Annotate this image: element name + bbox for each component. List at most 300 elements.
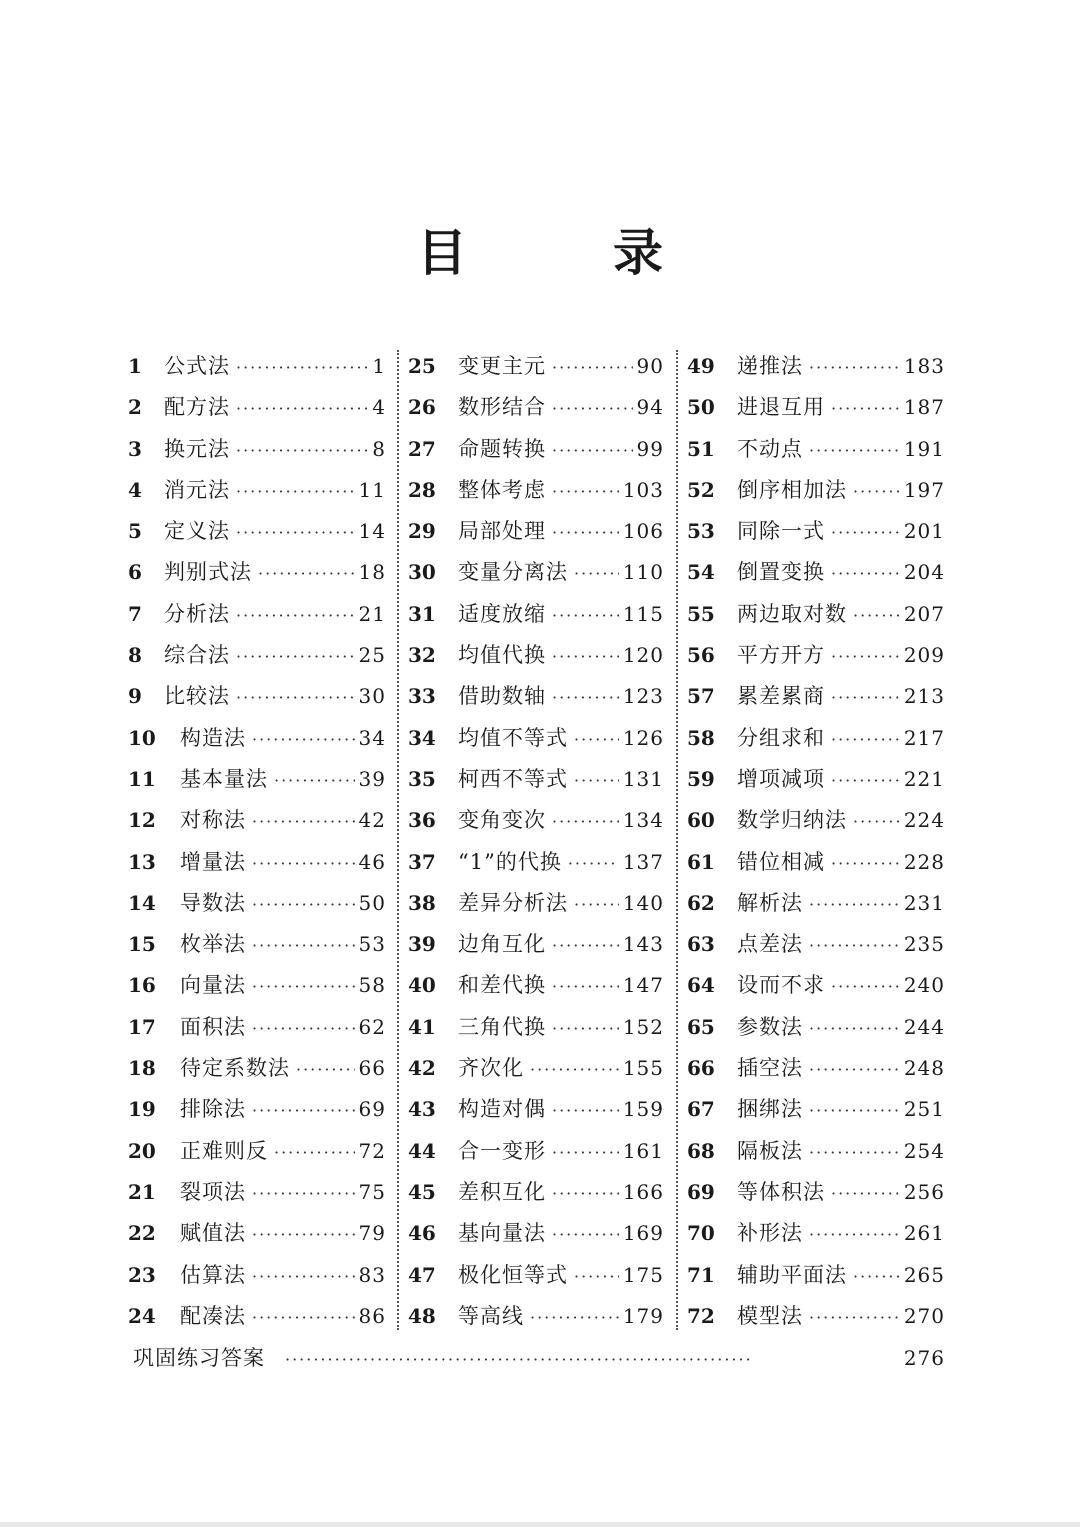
toc-entry-number: 31: [408, 601, 436, 626]
toc-entry[interactable]: [408, 759, 664, 800]
toc-entry-label: 插空法: [737, 1056, 803, 1081]
leader-dots: [552, 677, 619, 718]
toc-entry[interactable]: [687, 387, 945, 428]
toc-entry[interactable]: [128, 965, 386, 1006]
toc-entry[interactable]: [128, 842, 386, 883]
leader-dots: [809, 430, 900, 471]
toc-entry[interactable]: [408, 387, 664, 428]
toc-entry[interactable]: [687, 718, 945, 759]
toc-entry-label: “1”的代换: [458, 849, 562, 874]
leader-dots: [252, 884, 355, 925]
toc-entry-number: 7: [128, 601, 142, 626]
toc-entry-label: 估算法: [180, 1262, 246, 1287]
toc-entry-number: 12: [128, 808, 156, 833]
leader-dots: [530, 1297, 619, 1338]
toc-entry-label: 巩固练习答案: [133, 1346, 265, 1370]
toc-entry-label: 待定系数法: [180, 1056, 290, 1081]
toc-entry-page: 143: [622, 932, 664, 957]
leader-dots: [809, 1297, 900, 1338]
leader-dots: [574, 884, 619, 925]
toc-entry-label: 变量分离法: [458, 560, 568, 585]
toc-entry-label: 等高线: [458, 1303, 524, 1328]
toc-entry[interactable]: [128, 1007, 386, 1048]
leader-dots: [296, 1049, 355, 1090]
toc-entry-label: 枚举法: [180, 932, 246, 957]
leader-dots: [831, 512, 900, 553]
column-divider: [676, 350, 678, 1330]
toc-entry-label: 分析法: [164, 601, 230, 626]
leader-dots: [552, 430, 633, 471]
leader-dots: [252, 1297, 355, 1338]
toc-entry-number: 40: [408, 973, 436, 998]
toc-entry-label: 裂项法: [180, 1179, 246, 1204]
toc-entry[interactable]: [128, 635, 386, 676]
toc-entry-page: 131: [622, 766, 664, 791]
toc-entry[interactable]: [128, 1089, 386, 1130]
toc-entry[interactable]: [408, 635, 664, 676]
toc-entry-label: 增量法: [180, 849, 246, 874]
toc-entry-number: 32: [408, 643, 436, 668]
toc-entry[interactable]: [687, 552, 945, 593]
leader-dots: [831, 553, 900, 594]
leader-dots: [252, 1214, 355, 1255]
toc-entry-label: 倒置变换: [737, 560, 825, 585]
toc-entry-page: 140: [622, 890, 664, 915]
toc-entry-number: 17: [128, 1014, 156, 1039]
toc-entry-label: 设而不求: [737, 973, 825, 998]
toc-entry-label: 三角代换: [458, 1014, 546, 1039]
toc-entry-page: 179: [622, 1303, 664, 1328]
leader-dots: [552, 1008, 619, 1049]
leader-dots: [552, 1090, 619, 1131]
toc-entry-label: 差积互化: [458, 1179, 546, 1204]
toc-entry-label: 赋值法: [180, 1221, 246, 1246]
leader-dots: [274, 760, 355, 801]
toc-entry-label: 数形结合: [458, 395, 546, 420]
leader-dots: [236, 512, 355, 553]
toc-entry-label: 递推法: [737, 354, 803, 378]
toc-entry-page: 175: [622, 1262, 664, 1287]
toc-entry[interactable]: [408, 965, 664, 1006]
page-title: 目 录: [417, 223, 711, 282]
toc-entry[interactable]: [687, 1255, 945, 1296]
toc-entry-page: 166: [622, 1179, 664, 1204]
toc-entry-page: 25: [358, 643, 386, 668]
toc-entry[interactable]: [687, 842, 945, 883]
toc-entry-number: 9: [128, 684, 142, 709]
toc-entry-page: 169: [622, 1221, 664, 1246]
toc-entry-number: 42: [408, 1056, 436, 1081]
toc-entry[interactable]: [408, 883, 664, 924]
leader-dots: [552, 966, 619, 1007]
toc-entry[interactable]: [408, 1048, 664, 1089]
toc-entry-label: 捆绑法: [737, 1097, 803, 1122]
toc-entry-label: 公式法: [164, 354, 230, 378]
toc-entry[interactable]: [128, 1255, 386, 1296]
toc-entry-page: 90: [636, 354, 664, 378]
toc-entry-label: 面积法: [180, 1014, 246, 1039]
toc-entry[interactable]: [687, 511, 945, 552]
leader-dots: [831, 388, 900, 429]
toc-entry[interactable]: [408, 1007, 664, 1048]
toc-entry[interactable]: [408, 470, 664, 511]
leader-dots: [236, 347, 368, 388]
toc-entry[interactable]: [687, 346, 945, 387]
leader-dots: [252, 719, 355, 760]
toc-entry[interactable]: [687, 470, 945, 511]
toc-entry[interactable]: [687, 883, 945, 924]
toc-entry-label: 倒序相加法: [737, 477, 847, 502]
toc-entry-label: 配凑法: [180, 1303, 246, 1328]
toc-entry[interactable]: [408, 1213, 664, 1254]
toc-entry-number: 6: [128, 560, 142, 585]
toc-entry-number: 65: [687, 1014, 715, 1039]
toc-entry-label: 合一变形: [458, 1138, 546, 1163]
toc-entry[interactable]: [408, 346, 664, 387]
toc-entry-number: 30: [408, 560, 436, 585]
toc-entry-page: 204: [903, 560, 945, 585]
toc-entry-label: 均值代换: [458, 643, 546, 668]
toc-entry[interactable]: [408, 1089, 664, 1130]
toc-entry-page: 197: [903, 477, 945, 502]
leader-dots: [809, 1049, 900, 1090]
toc-entry-number: 4: [128, 477, 142, 502]
toc-entry[interactable]: [687, 676, 945, 717]
toc-entry-number: 45: [408, 1179, 436, 1204]
toc-entry-number: 35: [408, 766, 436, 791]
toc-entry-label: 对称法: [180, 808, 246, 833]
toc-entry-label: 配方法: [164, 395, 230, 420]
toc-entry[interactable]: [687, 759, 945, 800]
toc-entry-number: 54: [687, 560, 715, 585]
toc-entry-page: 191: [903, 436, 945, 461]
leader-dots: [252, 1256, 355, 1297]
toc-entry-page: 244: [903, 1014, 945, 1039]
leader-dots: [552, 347, 633, 388]
leader-dots: [236, 471, 355, 512]
toc-entry[interactable]: [408, 924, 664, 965]
toc-entry-number: 68: [687, 1138, 715, 1163]
toc-entry-label: 借助数轴: [458, 684, 546, 709]
toc-entry-number: 18: [128, 1056, 156, 1081]
leader-dots: [236, 430, 368, 471]
leader-dots: [252, 1008, 355, 1049]
toc-entry[interactable]: [128, 800, 386, 841]
toc-entry[interactable]: [408, 676, 664, 717]
toc-entry-page: 110: [622, 560, 664, 585]
toc-entry-number: 1: [128, 354, 142, 378]
toc-entry[interactable]: [128, 883, 386, 924]
leader-dots: [853, 1256, 900, 1297]
toc-entry-number: 62: [687, 890, 715, 915]
toc-entry-number: 22: [128, 1221, 156, 1246]
toc-entry-page: 207: [903, 601, 945, 626]
leader-dots: [809, 884, 900, 925]
toc-entry-label: 柯西不等式: [458, 766, 568, 791]
leader-dots: [552, 1132, 619, 1173]
toc-entry-number: 19: [128, 1097, 156, 1122]
toc-entry[interactable]: [687, 1172, 945, 1213]
leader-dots: [831, 719, 900, 760]
toc-entry-label: 数学归纳法: [737, 808, 847, 833]
toc-entry[interactable]: [128, 1048, 386, 1089]
toc-entry[interactable]: [408, 718, 664, 759]
toc-entry-label: 换元法: [164, 436, 230, 461]
toc-entry-number: 60: [687, 808, 715, 833]
toc-entry-label: 综合法: [164, 643, 230, 668]
leader-dots: [853, 801, 900, 842]
toc-entry-page: 21: [358, 601, 386, 626]
toc-entry-number: 33: [408, 684, 436, 709]
toc-entry-label: 和差代换: [458, 973, 546, 998]
toc-entry-number: 15: [128, 932, 156, 957]
toc-entry[interactable]: [408, 1131, 664, 1172]
leader-dots: [252, 843, 355, 884]
leader-dots: [274, 1132, 355, 1173]
toc-entry[interactable]: [687, 800, 945, 841]
toc-entry[interactable]: [687, 594, 945, 635]
toc-entry-number: 63: [687, 932, 715, 957]
toc-entry-number: 71: [687, 1262, 715, 1287]
leader-dots: [552, 1173, 619, 1214]
toc-entry-page: 103: [622, 477, 664, 502]
leader-dots: [552, 595, 619, 636]
toc-entry-page: 248: [903, 1056, 945, 1081]
toc-entry-label: 排除法: [180, 1097, 246, 1122]
toc-entry[interactable]: [128, 1213, 386, 1254]
toc-entry-page: 106: [622, 519, 664, 544]
toc-entry-page: 240: [903, 973, 945, 998]
leader-dots: [552, 471, 619, 512]
leader-dots: [236, 636, 355, 677]
toc-entry-label: 局部处理: [458, 519, 546, 544]
toc-entry[interactable]: [128, 429, 386, 470]
toc-entry-number: 21: [128, 1179, 156, 1204]
toc-entry-page: 115: [622, 601, 664, 626]
toc-entry-page: 213: [903, 684, 945, 709]
toc-entry[interactable]: [687, 1296, 945, 1337]
toc-entry-page: 147: [622, 973, 664, 998]
toc-entry[interactable]: [128, 511, 386, 552]
leader-dots: [831, 677, 900, 718]
toc-entry-number: 66: [687, 1056, 715, 1081]
toc-entry-page: 99: [636, 436, 664, 461]
toc-entry[interactable]: [408, 594, 664, 635]
page-bottom-edge: [0, 1522, 1080, 1527]
toc-entry-number: 57: [687, 684, 715, 709]
toc-entry-label: 辅助平面法: [737, 1262, 847, 1287]
toc-entry-page: 123: [622, 684, 664, 709]
toc-entry-number: 10: [128, 725, 156, 750]
toc-entry-label: 适度放缩: [458, 601, 546, 626]
toc-entry-page: 8: [372, 436, 386, 461]
toc-entry[interactable]: [687, 1048, 945, 1089]
toc-entry-number: 16: [128, 973, 156, 998]
toc-entry-page: 58: [358, 973, 386, 998]
toc-column-3: [687, 346, 945, 1337]
toc-entry-page: 39: [358, 766, 386, 791]
leader-dots: [809, 1090, 900, 1131]
toc-entry-label: 判别式法: [164, 560, 252, 585]
toc-entry-page: 231: [903, 890, 945, 915]
toc-entry[interactable]: [687, 924, 945, 965]
toc-entry[interactable]: [408, 511, 664, 552]
toc-entry-page: 152: [622, 1014, 664, 1039]
toc-entry[interactable]: [687, 1131, 945, 1172]
toc-entry-label: 消元法: [164, 477, 230, 502]
toc-entry-label: 同除一式: [737, 519, 825, 544]
leader-dots: [236, 388, 368, 429]
toc-entry[interactable]: [408, 1296, 664, 1337]
toc-entry-page: 50: [358, 890, 386, 915]
toc-entry-page: 4: [372, 395, 386, 420]
leader-dots: [809, 1008, 900, 1049]
leader-dots: [831, 843, 900, 884]
toc-entry-page: 155: [622, 1056, 664, 1081]
toc-entry-page: 254: [903, 1138, 945, 1163]
toc-entry-label: 向量法: [180, 973, 246, 998]
toc-entry-number: 38: [408, 890, 436, 915]
leader-dots: [831, 760, 900, 801]
toc-entry-page: 261: [903, 1221, 945, 1246]
toc-entry-number: 51: [687, 436, 715, 461]
toc-entry[interactable]: [128, 676, 386, 717]
toc-entry[interactable]: [128, 552, 386, 593]
toc-entry-label: 模型法: [737, 1303, 803, 1328]
toc-entry[interactable]: [408, 1255, 664, 1296]
toc-column-2: [408, 346, 664, 1337]
toc-entry-number: 34: [408, 725, 436, 750]
leader-dots: [552, 801, 619, 842]
toc-entry-label: 差异分析法: [458, 890, 568, 915]
leader-dots: [809, 347, 900, 388]
leader-dots: [252, 1173, 355, 1214]
leader-dots: [252, 925, 355, 966]
toc-entry[interactable]: [687, 965, 945, 1006]
leader-dots: [252, 966, 355, 1007]
toc-entry-number: 53: [687, 519, 715, 544]
leader-dots: [809, 925, 900, 966]
toc-entry-label: 变角变次: [458, 808, 546, 833]
toc-entry-number: 64: [687, 973, 715, 998]
toc-entry-label: 增项减项: [737, 766, 825, 791]
toc-entry-label: 补形法: [737, 1221, 803, 1246]
leader-dots: [236, 595, 355, 636]
toc-entry[interactable]: [128, 759, 386, 800]
toc-entry-page: 79: [358, 1221, 386, 1246]
toc-entry-page: 83: [358, 1262, 386, 1287]
leader-dots: [552, 925, 619, 966]
toc-entry-label: 命题转换: [458, 436, 546, 461]
toc-entry-number: 24: [128, 1303, 156, 1328]
toc-entry-number: 5: [128, 519, 142, 544]
toc-entry[interactable]: [408, 842, 664, 883]
leader-dots: [552, 636, 619, 677]
leader-dots: [574, 760, 619, 801]
toc-entry-number: 8: [128, 643, 142, 668]
toc-entry[interactable]: [408, 1172, 664, 1213]
toc-entry[interactable]: [128, 470, 386, 511]
toc-entry[interactable]: [128, 594, 386, 635]
toc-entry[interactable]: [408, 429, 664, 470]
toc-entry-number: 28: [408, 477, 436, 502]
toc-entry[interactable]: [687, 1089, 945, 1130]
toc-entry-label: 均值不等式: [458, 725, 568, 750]
toc-entry[interactable]: [128, 387, 386, 428]
toc-entry[interactable]: [128, 924, 386, 965]
toc-entry[interactable]: [128, 1296, 386, 1337]
leader-dots: [574, 719, 619, 760]
toc-entry-number: 13: [128, 849, 156, 874]
toc-entry-label: 基本量法: [180, 766, 268, 791]
toc-entry-number: 67: [687, 1097, 715, 1122]
toc-entry-number: 37: [408, 849, 436, 874]
toc-entry-label: 两边取对数: [737, 601, 847, 626]
toc-entry[interactable]: [687, 635, 945, 676]
toc-entry-label: 变更主元: [458, 354, 546, 378]
toc-entry-page: 120: [622, 643, 664, 668]
leader-dots: [574, 1256, 619, 1297]
toc-entry-number: 52: [687, 477, 715, 502]
toc-entry-number: 56: [687, 643, 715, 668]
toc-entry-page: 86: [358, 1303, 386, 1328]
toc-entry-label: 比较法: [164, 684, 230, 709]
toc-entry-page: 201: [903, 519, 945, 544]
leader-dots: [285, 1339, 900, 1380]
toc-entry-number: 47: [408, 1262, 436, 1287]
toc-entry-label: 分组求和: [737, 725, 825, 750]
toc-entry-label: 齐次化: [458, 1056, 524, 1081]
toc-entry[interactable]: [128, 346, 386, 387]
toc-entry[interactable]: [687, 1213, 945, 1254]
toc-entry-page: 270: [903, 1303, 945, 1328]
leader-dots: [831, 966, 900, 1007]
toc-entry-label: 基向量法: [458, 1221, 546, 1246]
toc-entry-answers[interactable]: [133, 1338, 945, 1380]
toc-entry-page: 53: [358, 932, 386, 957]
leader-dots: [809, 1132, 900, 1173]
toc-entry-page: 62: [358, 1014, 386, 1039]
toc-entry-number: 49: [687, 354, 715, 378]
leader-dots: [252, 1090, 355, 1131]
toc-entry-number: 26: [408, 395, 436, 420]
leader-dots: [809, 1214, 900, 1255]
toc-entry-page: 217: [903, 725, 945, 750]
toc-entry[interactable]: [128, 718, 386, 759]
toc-entry[interactable]: [687, 1007, 945, 1048]
toc-entry-page: 14: [358, 519, 386, 544]
toc-entry[interactable]: [408, 552, 664, 593]
toc-entry-page: 265: [903, 1262, 945, 1287]
toc-entry-page: 134: [622, 808, 664, 833]
toc-entry-label: 导数法: [180, 890, 246, 915]
toc-entry-page: 256: [903, 1179, 945, 1204]
toc-entry-label: 进退互用: [737, 395, 825, 420]
leader-dots: [853, 471, 900, 512]
toc-entry-page: 1: [372, 354, 386, 378]
toc-entry-page: 276: [903, 1346, 945, 1370]
toc-entry-label: 点差法: [737, 932, 803, 957]
toc-entry-page: 46: [358, 849, 386, 874]
toc-entry[interactable]: [128, 1172, 386, 1213]
toc-entry-label: 极化恒等式: [458, 1262, 568, 1287]
toc-entry[interactable]: [408, 800, 664, 841]
toc-entry[interactable]: [687, 429, 945, 470]
toc-entry[interactable]: [128, 1131, 386, 1172]
toc-entry-number: 69: [687, 1179, 715, 1204]
toc-entry-number: 59: [687, 766, 715, 791]
toc-entry-page: 34: [358, 725, 386, 750]
